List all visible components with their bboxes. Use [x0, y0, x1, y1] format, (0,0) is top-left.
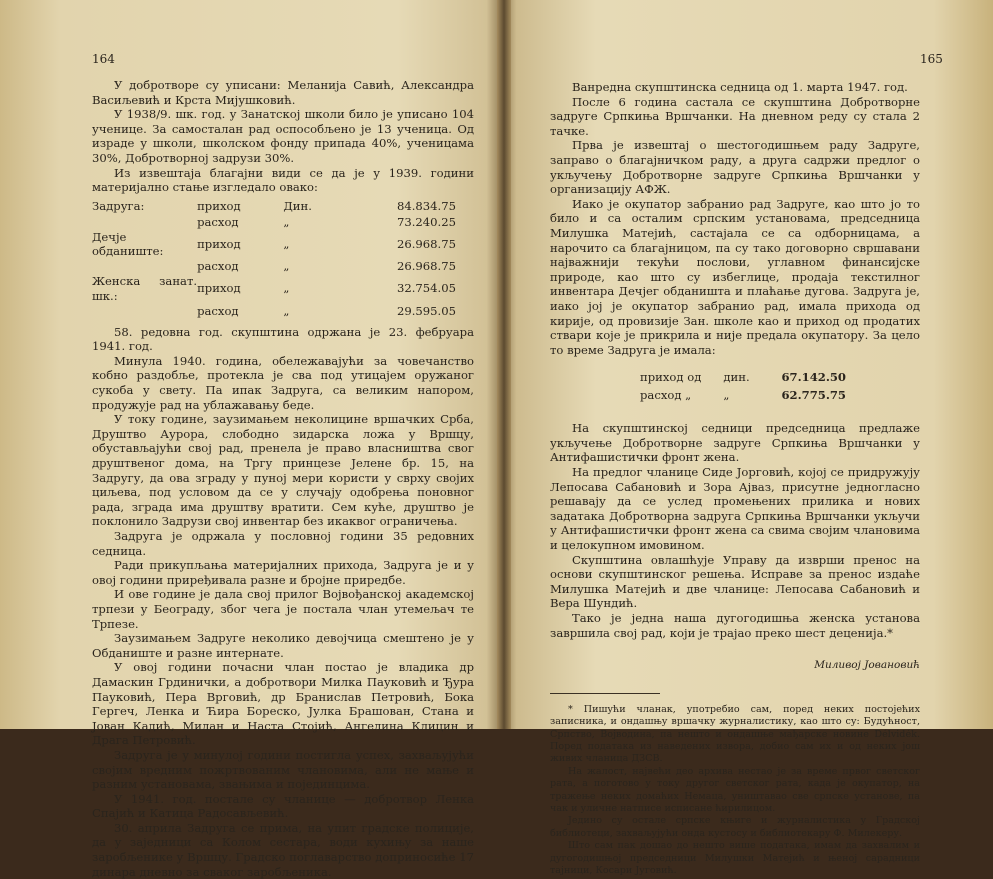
finance-label — [92, 259, 197, 274]
finance-currency: Дин. — [283, 199, 312, 214]
finance-currency: „ — [283, 281, 290, 296]
paragraph: Прва је извештај о шестогодишњем раду Задруге, заправо о благајничком раду, а друга садржи предлог о укључењу Добротворне задруге Српкиња Вршчанки у организацију АФЖ. — [550, 138, 920, 197]
paragraph: У добротворе су уписани: Меланија Савић, Александра Васиљевић и Крста Мијушковић. — [92, 78, 474, 107]
paragraph: Ванредна скупштинска седница од 1. марта 1947. год. — [572, 80, 908, 94]
table-row — [92, 303, 474, 318]
paragraph: Иако је окупатор забранио рад Задруге, као што јо то било и са осталим српским установама, председница Милушка Матејић, састајала се са одборницама, а нарочито са благајницом, па су тако договорно свршавани најважнији текући послови, углавном финансијске природе, као што су избеглице, продаја текстилног инвентара Дечјег обданишта и плаћање дугова. Задруга је, иако јој је окупатор забранио рад, имала прихода од кирије, од провизије Зан. школе као и приход од продатих ствари које је прикрила и није предала окупатору. За цело то време Задруга је имала: — [550, 196, 920, 357]
table-row — [92, 230, 474, 259]
footnote: Што сам пак дошао до нешто више података, имам да захвалим и дугогодишњој председници Милушки Матејић и њеној сарадници тајници, Косари Југовић. — [550, 840, 920, 877]
paragraph: Минула 1940. година, обележавајући за човечанство кобно раздобље, протекла је сва под утицајем оружаног сукоба у свету. Па ипак Задруга, са великим напором, продужује рад на ублажавању беде. — [92, 353, 474, 412]
finance-currency: „ — [283, 214, 290, 229]
left-page-body — [92, 78, 474, 879]
paragraph: 58. редовна год. скупштина одржана је 23. фебруара 1941. год. — [92, 324, 474, 354]
paragraph: У овој години почасни члан постао је владика др Дамаскин Грдинички, а добротвори Милка Пауковић и Ђура Пауковић, Пера Врговић, др Бранислав Петровић, Бока Гергеч, Ленка и Ћира Бореско, Јулка Брашован, Стана и Јован Кадић, Милан и Наста Стојић, Ангелина Клицин и Драга Петровић. — [92, 660, 474, 748]
finance-label — [92, 303, 197, 318]
paragraph: Из извештаја благајни види се да је у 1939. години материјално стање изгледало овако: — [92, 165, 474, 195]
paragraph: После 6 година састала се скупштина Добротворне задруге Српкиња Вршчанки. На дневном реду су стала 2 тачке. — [550, 94, 920, 138]
finance-type: приход — [197, 199, 241, 214]
finance-label: Дечје обданиште: — [92, 229, 164, 259]
finance-amount: 32.754.05 — [396, 281, 456, 296]
finance-amount: 26.968.75 — [396, 259, 456, 274]
ledger-amount: 67.142.50 — [781, 369, 846, 384]
ledger-amount: 62.775.75 — [781, 387, 846, 402]
ledger-type: расход „ — [640, 387, 692, 402]
finance-currency: „ — [283, 303, 290, 318]
finance-type: расход — [197, 259, 239, 274]
paragraph: Скупштина овлашћује Управу да изврши пренос на основи скупштинског решења. Исправе за пренос издаће Милушка Матејић и две чланице: Лепосава Сабановић и Вера Шундић. — [550, 552, 920, 611]
ledger-type: приход од — [640, 369, 702, 384]
paragraph: 30. априла Задруга се прима, на упит градске полиције, да у заједници са Колом сестара, води кухињу за наше заробљенике у Вршцу. Градско поглаварство доприносиће 17 динара дневно за сваког заробљеника. — [92, 820, 474, 879]
finance-amount: 84.834.75 — [396, 199, 456, 214]
ledger-currency: дин. — [723, 369, 750, 384]
finance-currency: „ — [283, 236, 290, 251]
author-signature: Миливој Јовановић — [814, 659, 920, 672]
finance-amount: 29.595.05 — [396, 303, 456, 318]
paragraph: Задруга је одржала у пословној години 35 редовних седница. — [92, 529, 474, 558]
ledger-table — [638, 367, 848, 405]
paragraph: У току године, заузимањем неколицине вршачких Срба, Друштво Аурора, слободно зидарска ложа у Вршцу, обустављајући свој рад, пренела је право власништва свог друштвеног дома, на Тргу принцезе Јелене бр. 15, на Задругу, да ова зграду у пуној мери користи у сврху својих циљева, под условом да се у случају одобрења поновног рада, зграда има друштву вратити. Сем куће, друштво је поклонило Задрузи свој инвентар без икаквог ограничења. — [92, 412, 474, 529]
page-number-left: 164 — [92, 52, 115, 66]
ledger-currency: „ — [723, 387, 730, 402]
table-row — [640, 369, 846, 385]
paragraph: На предлог чланице Сиде Јорговић, којој се придружују Лепосава Сабановић и Зора Ајваз, присутне једногласно решавају да се услед промењених прилика и нових задатака Добротворна задруга Српкиња Вршчанки укључи у Антифашистички фронт жена са свима својим члановима и целокупном имовином. — [550, 465, 920, 553]
paragraph: Заузимањем Задруге неколико девојчица смештено је у Обданиште и разне интернате. — [92, 631, 474, 660]
finance-label — [92, 214, 197, 229]
paragraph: На скупштинској седници председница предлаже укључење Добротворне задруге Српкиња Вршчанки у Антифашистички фронт жена. — [550, 421, 920, 465]
footnote: Једино су остале српске књиге и журналистика у Градској библиотеци, захваљујући онда кустосу и библиотекару Ф. Милекеру. — [550, 815, 920, 839]
book-spine — [497, 0, 511, 729]
table-row — [640, 387, 846, 403]
finance-type: приход — [197, 236, 241, 251]
table-row — [92, 274, 474, 303]
table-row — [92, 214, 474, 229]
page-number-right: 165 — [920, 52, 943, 66]
footnote: * Пишући чланак, употребио сам, поред неких постојећих записника, и ондашњу вршачку журналистику, као што су: Будућност, Српство, Војводина, па нешто и ондашње мађарске новине Délvidék. Поред података из наведених извора, добио сам их и од неких још живих чланица ДЗСВ. — [550, 703, 920, 765]
finance-type: расход — [197, 214, 239, 229]
footnote-divider — [550, 693, 660, 694]
finance-label: Задруга: — [92, 199, 145, 214]
table-row — [92, 199, 474, 214]
paragraph: Задруга је у минулој години постигла успех, захваљујући својим вредним пожртвованим члановима, али не мање и разним установама, звањима и појединцима. — [92, 747, 474, 792]
finance-table — [92, 199, 474, 319]
finance-amount: 73.240.25 — [396, 214, 456, 229]
footnotes — [550, 704, 920, 878]
paragraph: Тако је једна наша дугогодишња женска установа завршила свој рад, који је трајао преко шест деценија.* — [550, 611, 920, 640]
finance-type: приход — [197, 281, 241, 296]
table-row — [92, 259, 474, 274]
finance-amount: 26.968.75 — [396, 236, 456, 251]
finance-type: расход — [197, 303, 239, 318]
paragraph: У 1941. год. постале су чланице — добротвор Ленка Спајић и Катица Радосављевић. — [92, 791, 474, 821]
right-page — [510, 0, 993, 877]
footnote: На жалост, највећи део архива нестао је за време првог светског рата, а поготово у току другог светског рата, када је окупатор, на тражење неких домаћих Немаца, уништавао све српске установе, па чак и уличне натписе исписане ћирилицом. — [550, 765, 920, 815]
right-page-body — [550, 80, 920, 877]
paragraph: У 1938/9. шк. год. у Занатској школи било је уписано 104 ученице. За самосталан рад оспособљено је 13 ученица. Од израде у школи, школском фонду припада 40%, ученицама 30%, Добротворној задрузи 30%. — [92, 107, 474, 165]
finance-currency: „ — [283, 259, 290, 274]
finance-label: Женска занат. шк.: — [92, 274, 198, 303]
paragraph: Ради прикупљања материјалних прихода, Задруга је и у овој години приређивала разне и бројне приредбе. — [92, 558, 474, 587]
paragraph: И ове године је дала свој прилог Војвођанској академској трпези у Београду, због чега је постала члан утемељач те Трпезе. — [92, 587, 474, 631]
